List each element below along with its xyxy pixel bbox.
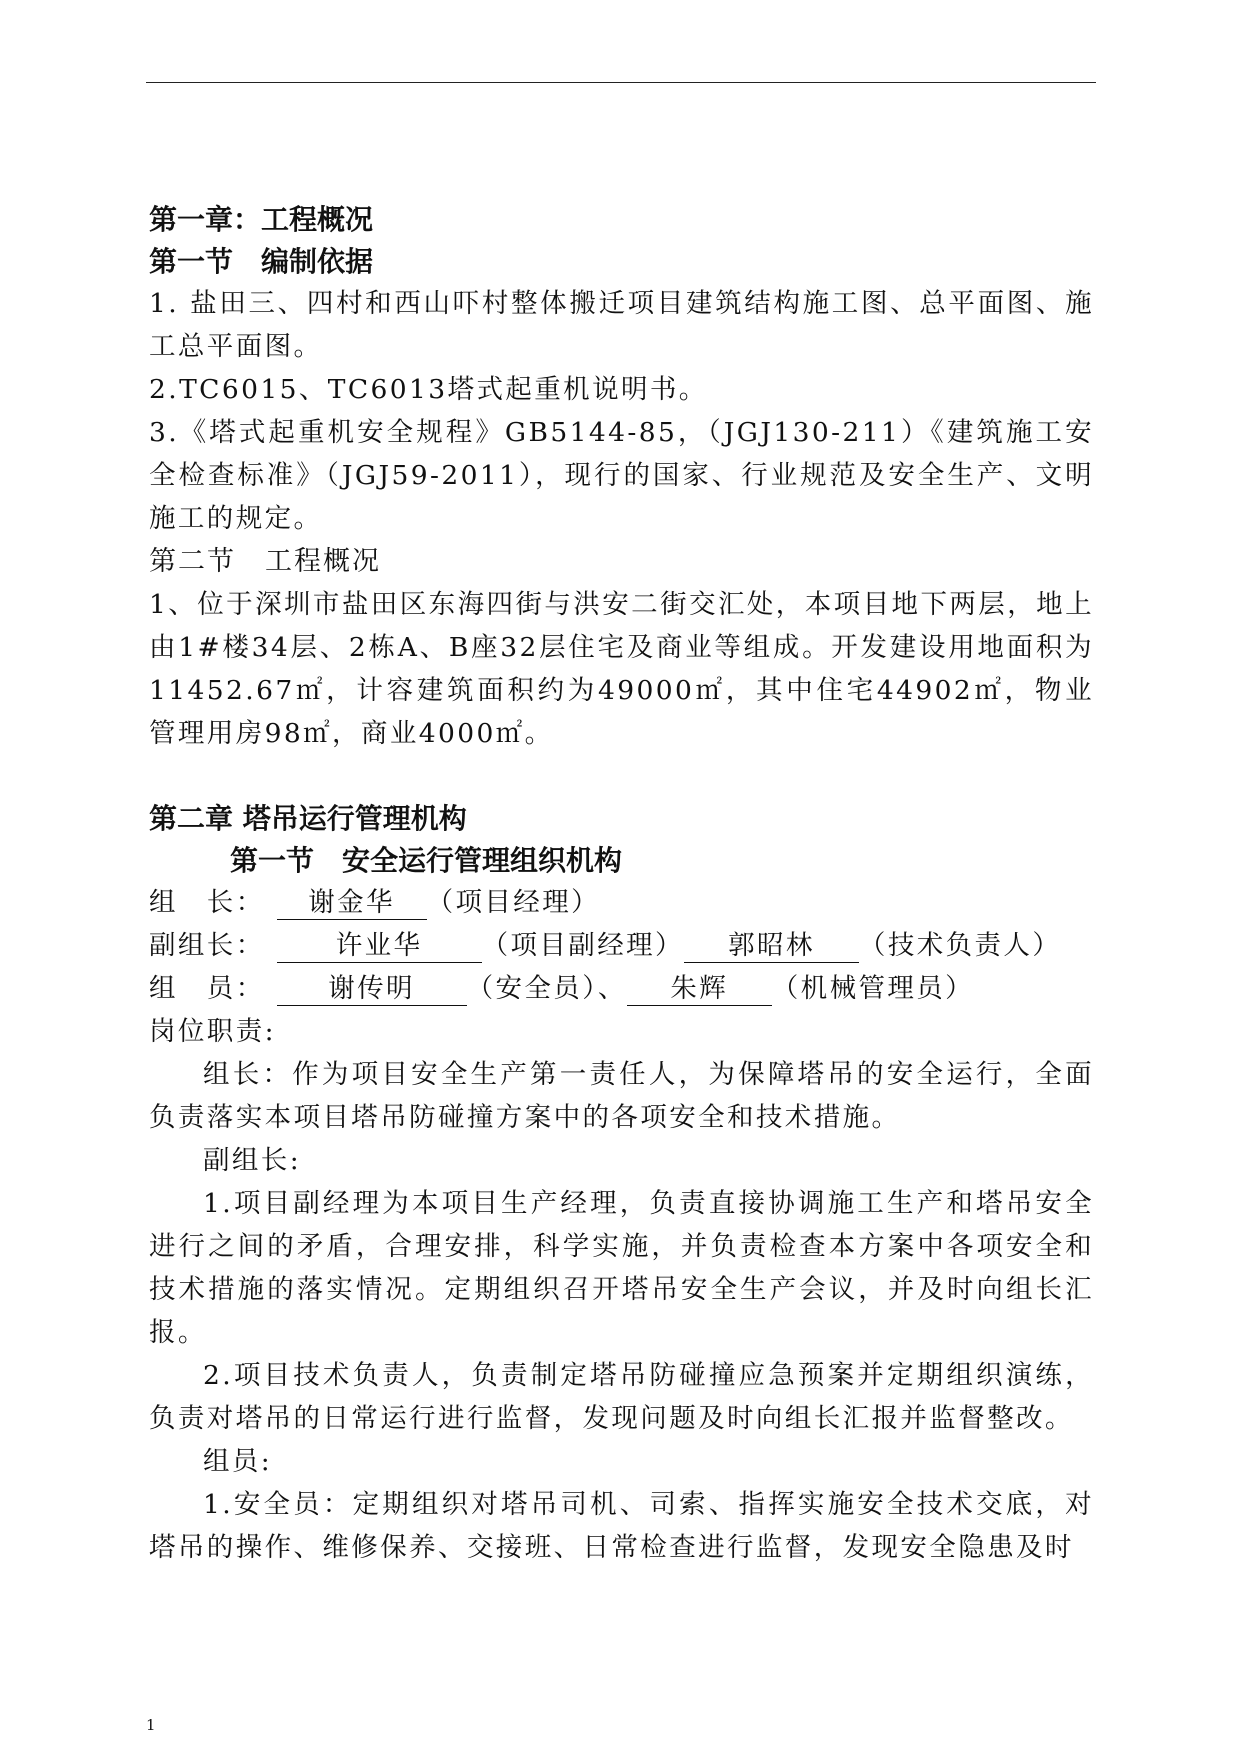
member-role-2: （机械管理员）	[771, 973, 975, 1004]
member-role-1: （安全员）、	[466, 973, 627, 1004]
document-body	[149, 200, 1094, 1569]
member-name-2: 朱辉	[627, 973, 772, 1006]
basis-item-1: 1. 盐田三、四村和西山吓村整体搬迁项目建筑结构施工图、总平面图、施工总平面图。	[149, 288, 1094, 362]
duty-member-1: 1.安全员：定期组织对塔吊司机、司索、指挥实施安全技术交底，对塔吊的操作、维修保养、交接班、日常检查进行监督，发现安全隐患及时	[149, 1489, 1094, 1563]
chapter-1-section-2-title: 第二节 工程概况	[149, 546, 381, 577]
members-row	[149, 967, 1094, 1010]
deputy-role-2: （技术负责人）	[858, 930, 1062, 961]
duty-leader: 组长：作为项目安全生产第一责任人，为保障塔吊的安全运行，全面负责落实本项目塔吊防碰撞方案中的各项安全和技术措施。	[149, 1059, 1094, 1133]
page-number: 1	[146, 1716, 156, 1734]
duties-title: 岗位职责:	[149, 1016, 276, 1047]
project-overview-paragraph: 1、位于深圳市盐田区东海四街与洪安二街交汇处，本项目地下两层，地上由1#楼34层、2栋A、B座32层住宅及商业等组成。开发建设用地面积为11452.67㎡，计容建筑面积约为49000㎡，其中住宅44902㎡，物业管理用房98㎡，商业4000㎡。	[149, 589, 1094, 749]
deputy-role-1: （项目副经理）	[481, 930, 684, 961]
deputy-row	[149, 924, 1094, 967]
member-name-1: 谢传明	[277, 973, 467, 1006]
chapter-1-section-1-title: 第一节 编制依据	[149, 245, 374, 278]
chapter-2-section-1-title: 第一节 安全运行管理组织机构	[230, 844, 623, 877]
chapter-1-title: 第一章：工程概况	[149, 203, 374, 236]
leader-name: 谢金华	[277, 887, 427, 920]
duty-deputy-1: 1.项目副经理为本项目生产经理，负责直接协调施工生产和塔吊安全进行之间的矛盾，合理安排，科学实施，并负责检查本方案中各项安全和技术措施的落实情况。定期组织召开塔吊安全生产会议，并及时向组长汇报。	[149, 1188, 1094, 1348]
leader-role: （项目经理）	[426, 887, 601, 918]
duty-deputy-heading: 副组长:	[203, 1145, 302, 1176]
leader-label: 组 长：	[149, 887, 265, 918]
members-label: 组 员：	[149, 973, 265, 1004]
header-rule	[146, 82, 1096, 83]
basis-item-2: 2.TC6015、TC6013塔式起重机说明书。	[149, 374, 708, 405]
duty-deputy-2: 2.项目技术负责人，负责制定塔吊防碰撞应急预案并定期组织演练，负责对塔吊的日常运行进行监督，发现问题及时向组长汇报并监督整改。	[149, 1360, 1094, 1434]
deputy-name-2: 郭昭林	[684, 930, 859, 963]
leader-row	[149, 881, 1094, 924]
basis-item-3: 3.《塔式起重机安全规程》GB5144-85，（JGJ130-211）《建筑施工安全检查标准》（JGJ59-2011），现行的国家、行业规范及安全生产、文明施工的规定。	[149, 417, 1094, 534]
deputy-name-1: 许业华	[277, 930, 482, 963]
deputy-label: 副组长：	[149, 930, 265, 961]
chapter-2-title: 第二章 塔吊运行管理机构	[149, 802, 467, 835]
duty-members-heading: 组员:	[203, 1446, 273, 1477]
